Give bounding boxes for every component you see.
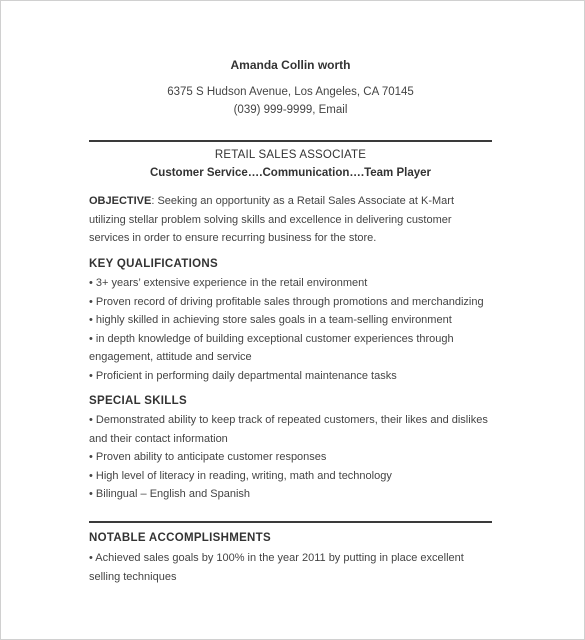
list-item: • highly skilled in achieving store sales goals in a team-selling environment	[89, 314, 452, 326]
position-tagline: Customer Service….Communication….Team Player	[150, 167, 431, 179]
objective-label: OBJECTIVE	[89, 195, 152, 207]
list-item: • in depth knowledge of building exceptional customer experiences through engagement, attitude and service	[89, 332, 454, 363]
position-title: RETAIL SALES ASSOCIATE	[214, 149, 367, 161]
key-qualifications-list	[89, 274, 492, 385]
special-skills-list	[89, 411, 492, 504]
candidate-contact: (039) 999-9999, Email	[233, 104, 348, 116]
list-item: • Proven record of driving profitable sales through promotions and merchandizing	[89, 295, 484, 308]
list-item: • 3+ years’ extensive experience in the retail environment	[89, 277, 368, 289]
special-skills-heading: SPECIAL SKILLS	[89, 395, 187, 407]
list-item: • Demonstrated ability to keep track of repeated customers, their likes and dislikes and their contact information	[89, 414, 488, 445]
list-item: • Achieved sales goals by 100% in the year 2011 by putting in place excellent selling techniques	[89, 552, 464, 583]
key-qualifications-heading: KEY QUALIFICATIONS	[89, 258, 218, 270]
list-item: • High level of literacy in reading, writing, math and technology	[89, 469, 392, 482]
candidate-address: 6375 S Hudson Avenue, Los Angeles, CA 70145	[167, 86, 414, 98]
objective-section	[89, 192, 492, 248]
top-divider	[89, 140, 492, 142]
notable-accomplishments-heading: NOTABLE ACCOMPLISHMENTS	[89, 532, 271, 544]
bottom-divider	[89, 521, 492, 523]
list-item: • Proficient in performing daily departmental maintenance tasks	[89, 369, 397, 382]
candidate-name: Amanda Collin worth	[230, 58, 351, 72]
list-item: • Proven ability to anticipate customer responses	[89, 451, 327, 463]
list-item: • Bilingual – English and Spanish	[89, 488, 251, 500]
objective-text: : Seeking an opportunity as a Retail Sales Associate at K-Mart utilizing stellar problem solving skills and excellence in delivering customer services in order to ensure recurring business for the store.	[89, 195, 455, 244]
notable-accomplishments-list	[89, 549, 492, 586]
